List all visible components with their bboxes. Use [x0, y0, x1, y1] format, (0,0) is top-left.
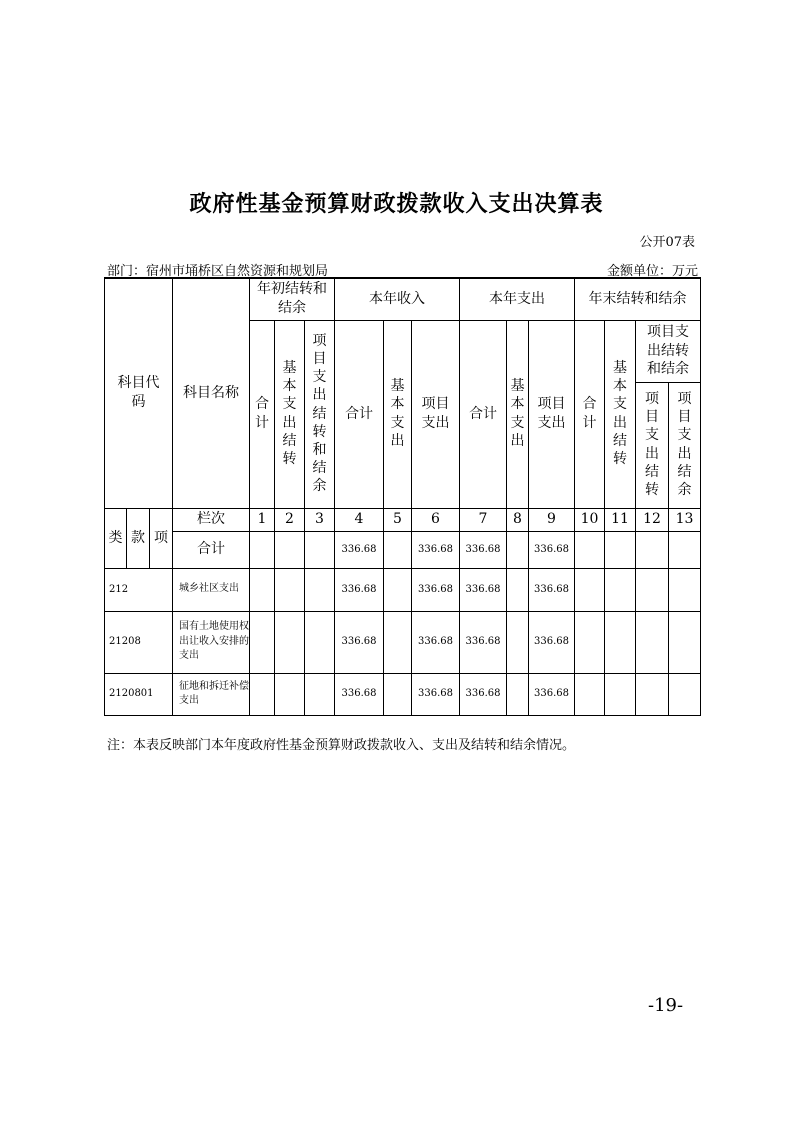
subject-name: 国有土地使用权出让收入安排的支出: [173, 611, 250, 673]
page-title: 政府性基金预算财政拨款收入支出决算表: [189, 192, 604, 217]
table-cell: [575, 568, 605, 611]
header-begin-project-carry: 项目支出结转和结余: [305, 320, 335, 508]
column-number: 2: [275, 508, 305, 531]
header-begin-balance: 年初结转和结余: [250, 278, 335, 320]
table-row: [105, 568, 701, 611]
table-cell: [605, 673, 636, 715]
subject-name: 城乡社区支出: [173, 568, 250, 611]
table-cell: [507, 673, 529, 715]
header-kuan: 款: [127, 508, 150, 568]
table-cell: 336.68: [460, 673, 507, 715]
header-end-project-surplus: 项目支出结余: [669, 382, 701, 508]
table-cell: 336.68: [529, 611, 575, 673]
table-cell: [575, 611, 605, 673]
table-cell: [275, 673, 305, 715]
table-cell: [305, 673, 335, 715]
total-label: 合计: [173, 531, 250, 568]
header-income-total: 合计: [335, 320, 384, 508]
table-cell: 336.68: [460, 568, 507, 611]
table-cell: 336.68: [412, 673, 460, 715]
column-number: 10: [575, 508, 605, 531]
header-end-project-group: 项目支出结转和结余: [636, 320, 701, 382]
unit-label: 金额单位：万元: [606, 264, 698, 279]
table-cell: 336.68: [412, 611, 460, 673]
table-cell: [507, 531, 529, 568]
page-number: -19-: [648, 995, 684, 1016]
table-cell: [384, 673, 412, 715]
header-expense-project: 项目支出: [529, 320, 575, 508]
table-cell: [507, 568, 529, 611]
table-cell: [305, 568, 335, 611]
table-cell: 336.68: [460, 611, 507, 673]
table-cell: 336.68: [335, 611, 384, 673]
form-number: 公开07表: [639, 235, 695, 250]
header-column-index: 栏次: [173, 508, 250, 531]
header-end-basic-carry: 基本支出结转: [605, 320, 636, 508]
header-subject-name: 科目名称: [173, 278, 250, 508]
table-cell: [384, 568, 412, 611]
table-cell: [384, 531, 412, 568]
table-cell: 336.68: [335, 531, 384, 568]
table-cell: [305, 531, 335, 568]
table-cell: 336.68: [529, 531, 575, 568]
total-row: [105, 531, 701, 568]
table-cell: [669, 531, 701, 568]
header-end-balance: 年末结转和结余: [575, 278, 701, 320]
subject-code: 212: [105, 568, 173, 611]
table-cell: 336.68: [460, 531, 507, 568]
table-cell: [669, 673, 701, 715]
table-row: [105, 673, 701, 715]
column-number: 7: [460, 508, 507, 531]
table-cell: [250, 673, 275, 715]
header-begin-total: 合计: [250, 320, 275, 508]
column-number: 12: [636, 508, 669, 531]
column-number: 8: [507, 508, 529, 531]
header-income-project: 项目支出: [412, 320, 460, 508]
column-number: 1: [250, 508, 275, 531]
table-cell: [636, 531, 669, 568]
header-subject-code: 科目代码: [105, 278, 173, 508]
subject-code: 21208: [105, 611, 173, 673]
table-cell: [669, 568, 701, 611]
header-current-expense: 本年支出: [460, 278, 575, 320]
table-cell: [305, 611, 335, 673]
table-cell: [250, 611, 275, 673]
footnote: 注：本表反映部门本年度政府性基金预算财政拨款收入、支出及结转和结余情况。: [107, 738, 576, 753]
table-cell: [636, 611, 669, 673]
table-cell: [384, 611, 412, 673]
header-xiang: 项: [150, 508, 173, 568]
header-end-total: 合计: [575, 320, 605, 508]
header-lei: 类: [105, 508, 127, 568]
budget-table: [104, 277, 701, 716]
table-cell: 336.68: [335, 568, 384, 611]
header-begin-basic-carry: 基本支出结转: [275, 320, 305, 508]
table-cell: [275, 611, 305, 673]
header-expense-basic: 基本支出: [507, 320, 529, 508]
subject-code: 2120801: [105, 673, 173, 715]
table-cell: [507, 611, 529, 673]
table-row: [105, 611, 701, 673]
header-current-income: 本年收入: [335, 278, 460, 320]
table-cell: [575, 673, 605, 715]
table-cell: 336.68: [412, 531, 460, 568]
table-cell: [575, 531, 605, 568]
column-number: 5: [384, 508, 412, 531]
table-cell: [250, 568, 275, 611]
subject-name: 征地和拆迁补偿支出: [173, 673, 250, 715]
table-cell: [605, 568, 636, 611]
column-number: 9: [529, 508, 575, 531]
column-number: 13: [669, 508, 701, 531]
table-cell: [605, 531, 636, 568]
table-cell: [250, 531, 275, 568]
department-label: 部门：宿州市埇桥区自然资源和规划局: [107, 264, 329, 279]
column-number: 4: [335, 508, 384, 531]
table-cell: [605, 611, 636, 673]
table-cell: [275, 531, 305, 568]
table-cell: 336.68: [529, 673, 575, 715]
column-number: 3: [305, 508, 335, 531]
header-end-project-carryover: 项目支出结转: [636, 382, 669, 508]
table-cell: [669, 611, 701, 673]
table-cell: 336.68: [335, 673, 384, 715]
table-cell: 336.68: [529, 568, 575, 611]
column-number: 6: [412, 508, 460, 531]
table-cell: [275, 568, 305, 611]
header-income-basic: 基本支出: [384, 320, 412, 508]
table-cell: [636, 568, 669, 611]
column-number: 11: [605, 508, 636, 531]
table-cell: [636, 673, 669, 715]
table-cell: 336.68: [412, 568, 460, 611]
header-expense-total: 合计: [460, 320, 507, 508]
